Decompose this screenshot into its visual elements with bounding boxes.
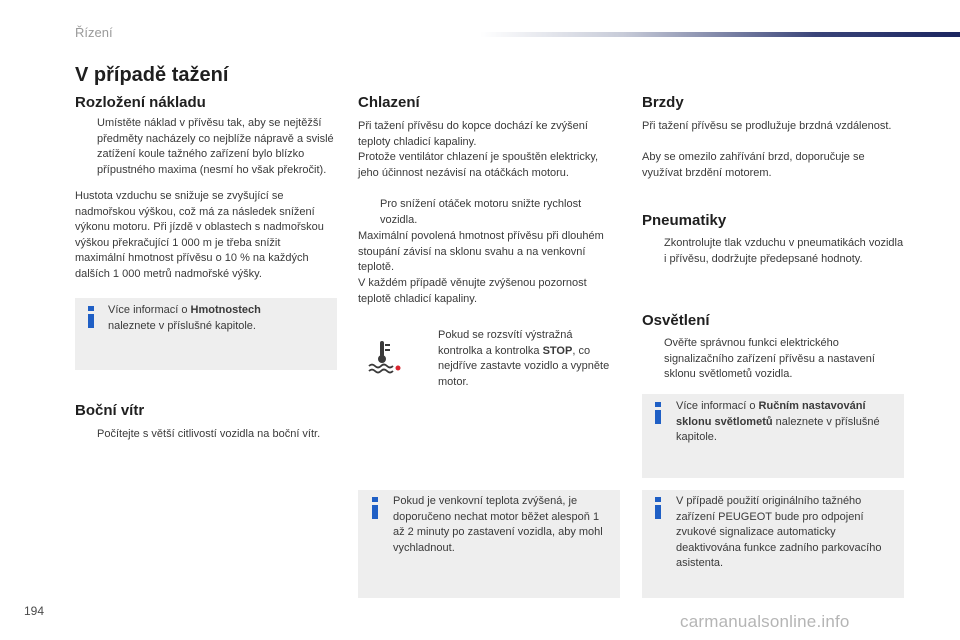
brakes-heading: Brzdy [642,94,684,111]
wind-heading: Boční vítr [75,402,145,419]
load-paragraph: Hustota vzduchu se snižuje se zvyšující se nadmořskou výškou, což má za následek snížení výkonu motoru. Při jízdě v oblastech s nadmořskou výškou překračující 1 000 m je třeba snížit maximální hmotnost přívěsu o 10 % na každých dalších 1 000 metrů nadmořské výšky. [75,190,324,280]
cooling-p2: Protože ventilátor chlazení je spouštěn elektricky, jeho účinnost nezávisí na otáčkách motoru. [358,151,599,179]
brakes-p2: Aby se omezilo zahřívání brzd, doporučuje se využívat brzdění motorem. [642,151,865,179]
cooling-p4: V každém případě věnujte zvýšenou pozornost teplotě chladicí kapaliny. [358,277,587,305]
brakes-p1: Při tažení přívěsu se prodlužuje brzdná vzdálenost. [642,120,892,132]
headlamp-info-text: Více informací o Ručním nastavování sklonu světlometů naleznete v příslušné kapitole. [676,400,880,443]
header-title: Řízení [75,25,113,40]
page-number: 194 [24,604,45,618]
load-heading: Rozložení nákladu [75,94,206,111]
header-bar [480,32,960,37]
info-icon [372,497,380,523]
load-bullet: Umístěte náklad v přívěsu tak, aby se nejtěžší předměty nacházely co nejblíže nápravě a svislé zatížení koule tažného zařízení bylo blízko přípustného maxima (nesmí ho však překročit). [97,117,334,176]
wind-bullet: Počítejte s větší citlivostí vozidla na boční vítr. [97,428,321,440]
info-icon [655,497,663,523]
tyres-heading: Pneumatiky [642,212,727,229]
towbar-info-text: V případě použití originálního tažného zařízení PEUGEOT bude pro odpojení zvukové signalizace automaticky deaktivována funkce zadního parkovacího asistenta. [676,495,882,569]
cooling-info-text: Pokud je venkovní teplota zvýšená, je doporučeno nechat motor běžet alespoň 1 až 2 minuty po zastavení vozidla, aby mohl vychladnout. [393,495,603,554]
watermark: carmanualsonline.info [680,612,850,631]
cooling-p3: Maximální povolená hmotnost přívěsu při dlouhém stoupání závisí na sklonu svahu a na venkovní teplotě. [358,230,604,273]
cooling-bullet: Pro snížení otáček motoru snižte rychlost vozidla. [380,198,582,226]
coolant-temperature-warning-icon [366,338,402,374]
cooling-heading: Chlazení [358,94,420,111]
lighting-bullet: Ověřte správnou funkci elektrického signalizačního zařízení přívěsu a nastavení sklonu světlometů vozidla. [664,337,875,380]
info-icon [88,306,96,332]
cooling-p1: Při tažení přívěsu do kopce dochází ke zvýšení teploty chladicí kapaliny. [358,120,588,148]
cooling-warning-bullet: Pokud se rozsvítí výstražná kontrolka a kontrolka STOP, co nejdříve zastavte vozidlo a vypněte motor. [438,329,610,388]
tyres-bullet: Zkontrolujte tlak vzduchu v pneumatikách vozidla i přívěsu, dodržujte předepsané hodnoty. [664,237,904,265]
lighting-heading: Osvětlení [642,312,710,329]
page-title: V případě tažení [75,64,229,86]
info-icon [655,402,663,428]
weights-info-text: Více informací o Hmotnostech naleznete v příslušné kapitole. [108,304,261,332]
